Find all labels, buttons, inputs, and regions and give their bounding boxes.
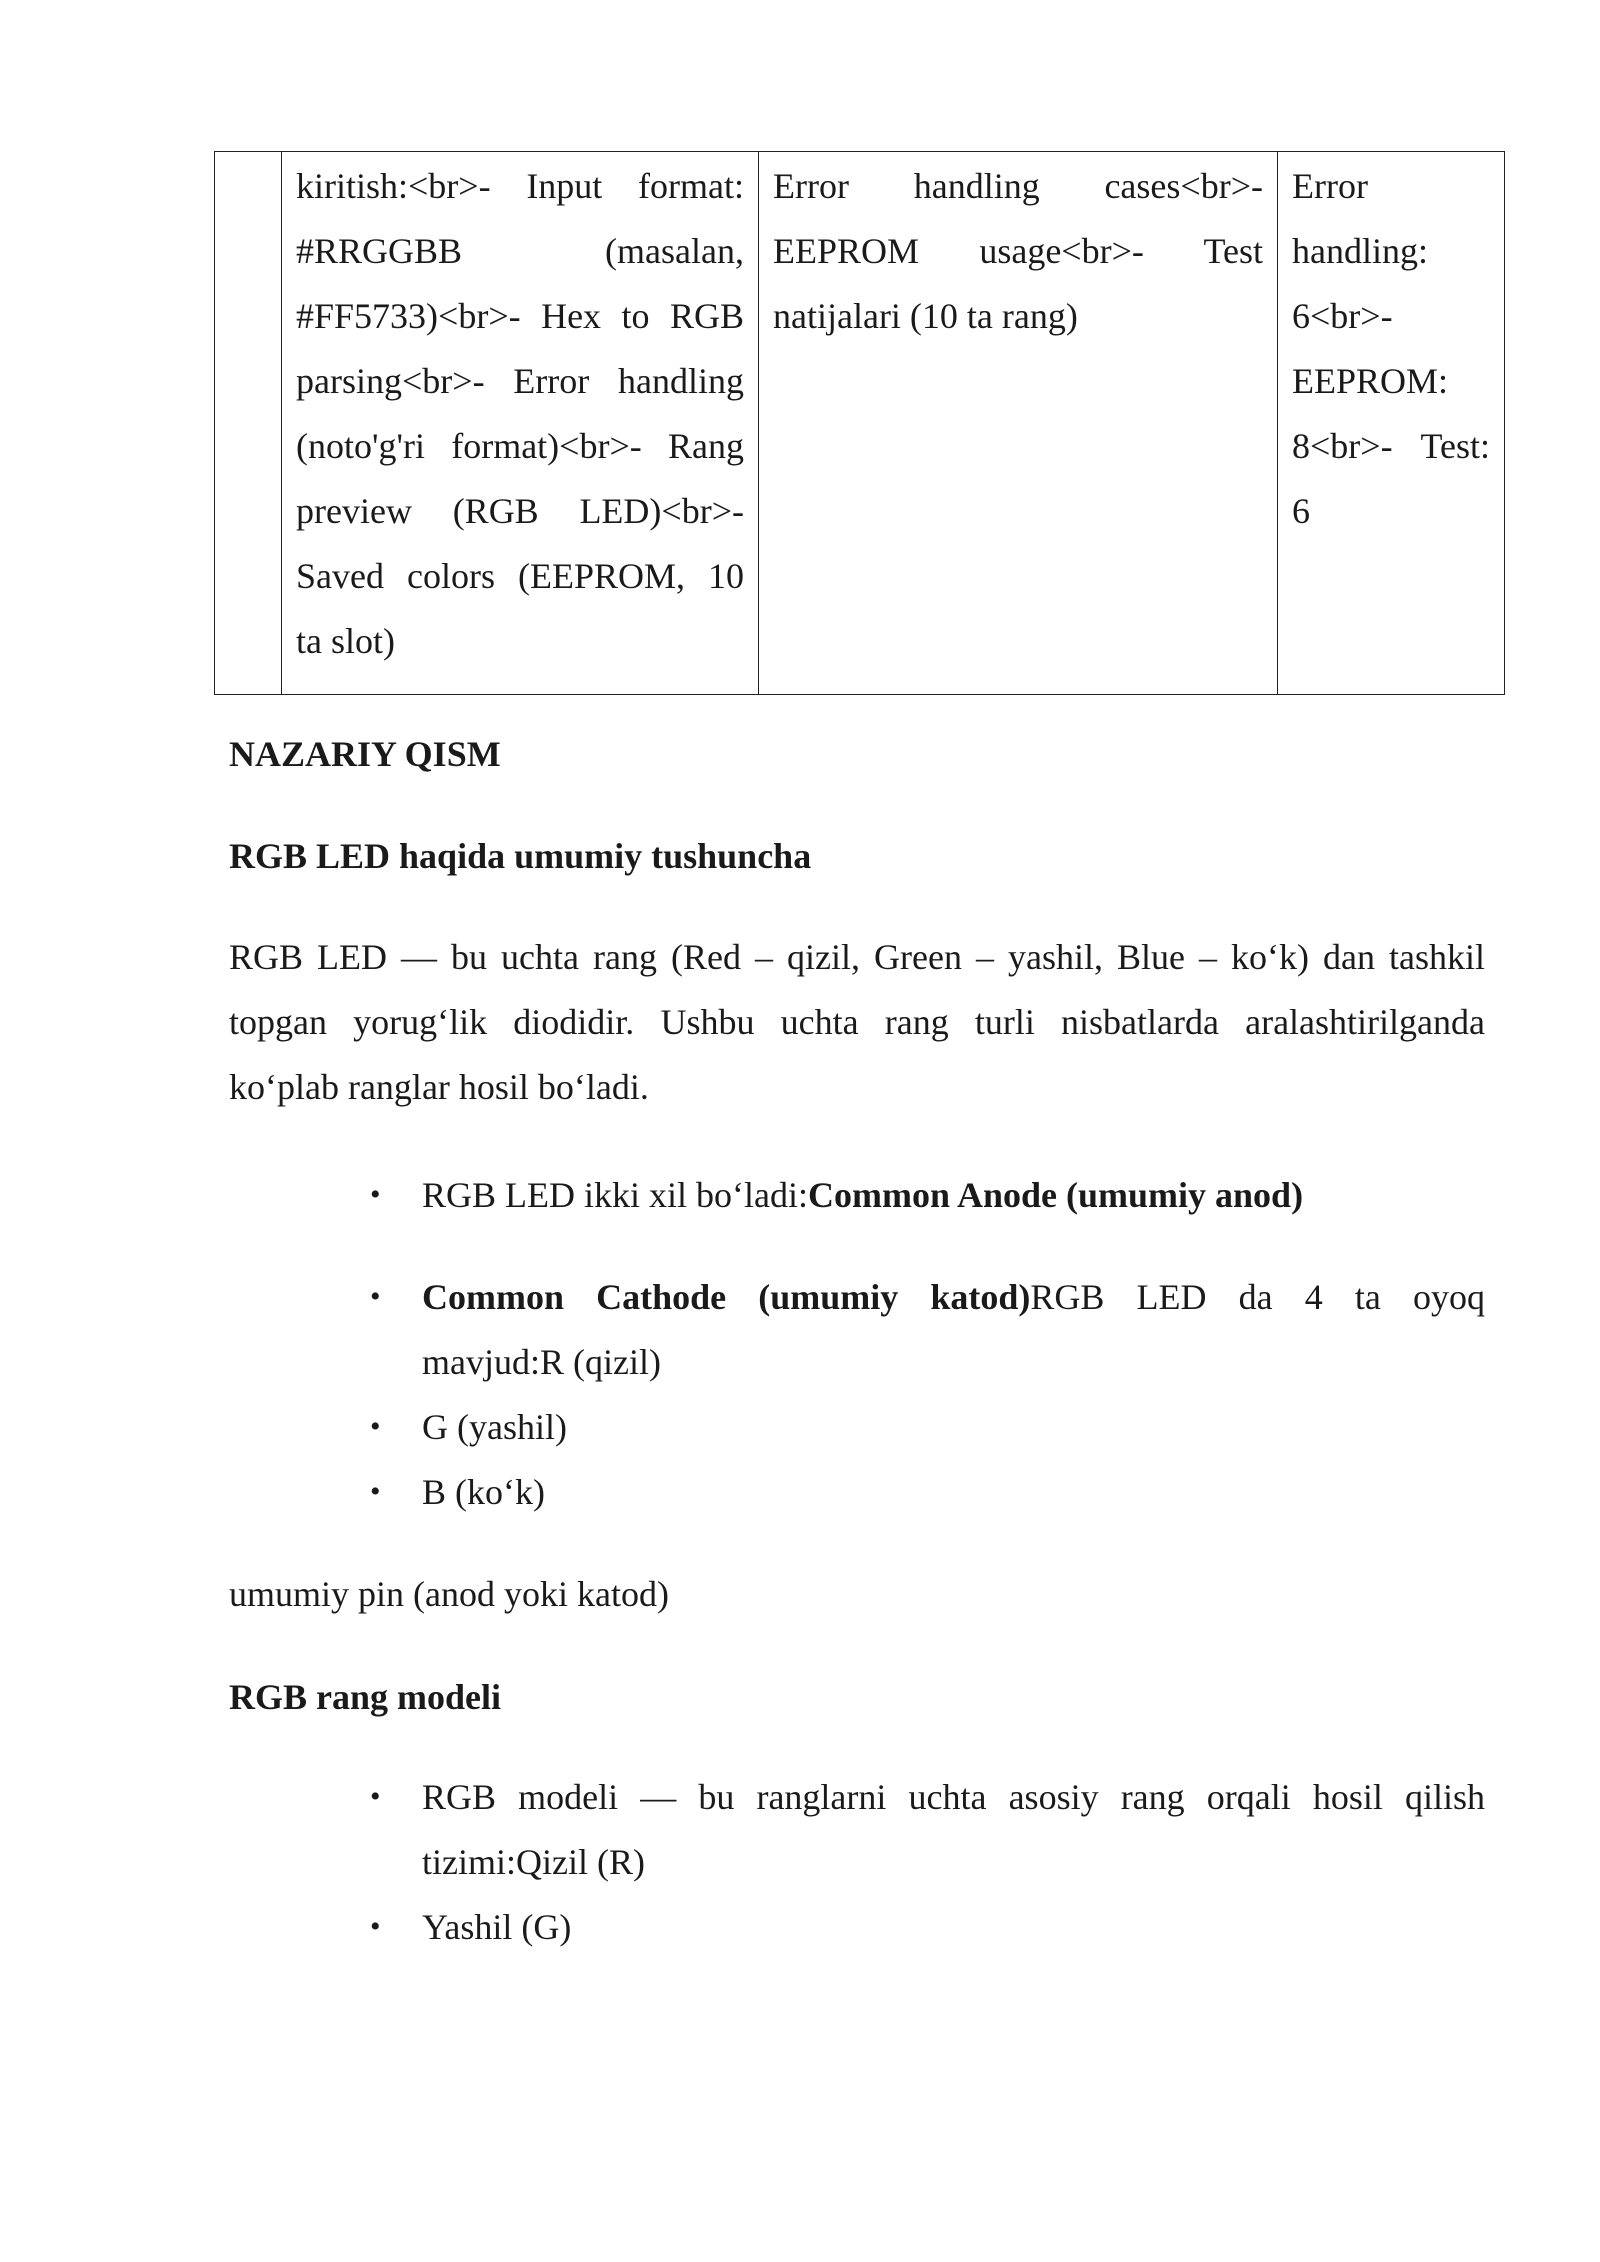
cell-line: kiritish:<br>- Input format: — [296, 166, 744, 206]
list-item — [422, 1765, 1485, 1895]
paragraph-line: umumiy pin (anod yoki katod) — [229, 1574, 669, 1614]
section-title: NAZARIY QISM — [229, 734, 501, 774]
list-item — [422, 1265, 1485, 1395]
list-item — [422, 1163, 1485, 1228]
list-item-line: tizimi:Qizil (R) — [422, 1842, 645, 1882]
list-item-text: B (ko‘k) — [422, 1472, 545, 1512]
cell-line: natijalari (10 ta rang) — [773, 296, 1078, 336]
table-cell-criteria — [759, 152, 1278, 695]
cell-line: 6 — [1292, 491, 1310, 531]
list-item-text: RGB LED da 4 ta oyoq — [1030, 1277, 1485, 1317]
cell-line: Error handling cases<br>- — [773, 166, 1263, 206]
bullet-glyph: • — [370, 1178, 381, 1211]
list-item-bold: Common Anode (umumiy anod) — [807, 1175, 1304, 1215]
paragraph-line: ko‘plab ranglar hosil bo‘ladi. — [229, 1067, 649, 1107]
table-cell-description — [282, 152, 759, 695]
cell-line: #RRGGBB (masalan, — [296, 231, 744, 271]
cell-line: handling: — [1292, 231, 1428, 271]
cell-line: parsing<br>- Error handling — [296, 361, 744, 401]
paragraph-rgb-led — [229, 925, 1485, 1120]
requirements-table — [214, 151, 1505, 695]
cell-line: 8<br>- Test: — [1292, 426, 1490, 466]
bullet-glyph: • — [370, 1910, 381, 1943]
bullet-glyph: • — [370, 1475, 381, 1508]
list-item — [422, 1395, 1485, 1460]
list-item-text: RGB LED ikki xil bo‘ladi: — [422, 1175, 808, 1215]
cell-line: EEPROM: — [1292, 361, 1449, 401]
paragraph-common-pin — [229, 1562, 1485, 1627]
cell-line: #FF5733)<br>- Hex to RGB — [296, 296, 744, 336]
cell-line: preview (RGB LED)<br>- — [296, 491, 744, 531]
cell-line: ta slot) — [296, 621, 395, 661]
cell-line: (noto'g'ri format)<br>- Rang — [296, 426, 744, 466]
list-item — [422, 1460, 1485, 1525]
bullet-glyph: • — [370, 1280, 381, 1313]
paragraph-line: topgan yorug‘lik diodidir. Ushbu uchta rang turli nisbatlarda aralashtirilganda — [229, 1002, 1485, 1042]
cell-line: 6<br>- — [1292, 296, 1393, 336]
table-cell-score — [1278, 152, 1505, 695]
heading-rgb-model: RGB rang modeli — [229, 1677, 502, 1717]
list-item-text: G (yashil) — [422, 1407, 567, 1447]
bullet-glyph: • — [370, 1410, 381, 1443]
list-item-text: Yashil (G) — [422, 1907, 572, 1947]
cell-line: EEPROM usage<br>- Test — [773, 231, 1263, 271]
table-cell-empty — [215, 152, 282, 695]
list-item-bold: Common Cathode (umumiy katod) — [422, 1277, 1031, 1317]
heading-rgb-led: RGB LED haqida umumiy tushuncha — [229, 836, 812, 876]
cell-line: Error — [1292, 166, 1368, 206]
list-item-line: RGB modeli — bu ranglarni uchta asosiy rang orqali hosil qilish — [422, 1777, 1485, 1817]
paragraph-line: RGB LED — bu uchta rang (Red – qizil, Green – yashil, Blue – ko‘k) dan tashkil — [229, 937, 1485, 977]
list-item — [422, 1895, 1485, 1960]
table-row — [215, 152, 1505, 695]
list-item-line: mavjud:R (qizil) — [422, 1342, 661, 1382]
cell-line: Saved colors (EEPROM, 10 — [296, 556, 744, 596]
bullet-glyph: • — [370, 1780, 381, 1813]
list-item-line — [422, 1265, 1485, 1330]
